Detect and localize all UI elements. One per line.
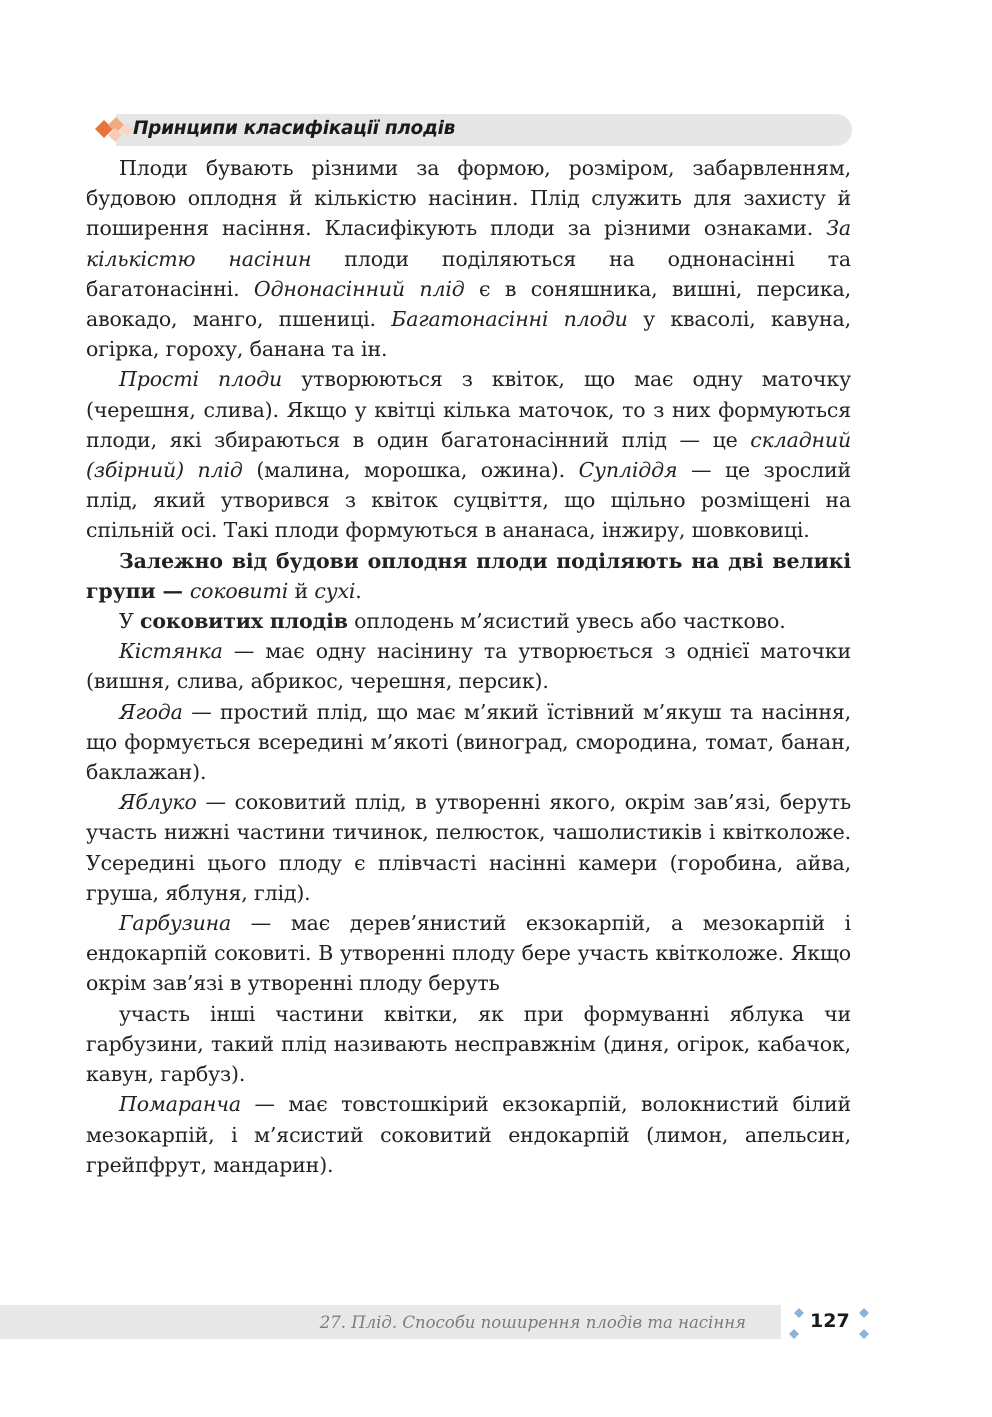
text-run: участь інші частини квітки, як при формуванні яблука чи гарбузини, такий плід називають несправжнім (диня, огірок, кабачок, кавун, гарбуз).	[86, 1001, 851, 1087]
paragraph	[86, 606, 851, 636]
italic-term: Помаранча	[119, 1092, 241, 1117]
text-run: — має товстошкірий екзокарпій, волокнистий білий мезокарпій, і м’ясистий соковитий ендокарпій (лимон, апельсин, грейпфрут, мандарин).	[86, 1092, 851, 1177]
italic-term: Багатонасінні плоди	[391, 307, 628, 332]
italic-term: Супліддя	[578, 458, 678, 483]
paragraph	[86, 908, 851, 999]
text-run: — має одну насінину та утворюється з однієї маточки (вишня, слива, абрикос, черешня, персик).	[86, 639, 851, 694]
italic-term: складний (збірний) плід	[86, 427, 851, 483]
text-run: — соковитий плід, в утворенні якого, окрім зав’язі, беруть участь нижні частини тичинок, пелюсток, чашолистиків і квітколоже. Усередині цього плоду є плівчасті насінні камери (горобина, айва, груша, яблуня, глід).	[86, 790, 851, 905]
italic-term: соковиті	[189, 578, 289, 603]
section-header	[84, 111, 852, 147]
paragraph	[86, 999, 851, 1090]
body-text	[86, 153, 851, 1180]
text-run: У	[119, 609, 141, 634]
italic-term: Однонасінний плід	[253, 276, 465, 301]
footer-chapter-title: 27. Плід. Способи поширення плодів та насіння	[319, 1313, 746, 1332]
paragraph	[86, 697, 851, 788]
text-run: Плоди бувають різними за формою, розміром, забарвленням, будовою оплодня й кількістю насінин. Плід служить для захисту й поширення насіння. Класифікують плоди за різними ознаками.	[86, 156, 851, 241]
italic-term: За кількістю насінин	[86, 216, 851, 271]
italic-term: Прості плоди	[119, 367, 283, 392]
text-run: — це зрослий плід, який утворився з квіток суцвіття, що щільно розміщені на спільній осі. Такі плоди формуються в ананаса, інжиру, шовковиці.	[86, 458, 851, 543]
paragraph	[86, 636, 851, 696]
section-title: Принципи класифікації плодів	[133, 118, 456, 139]
italic-term: Ягода	[119, 699, 183, 724]
paragraph	[86, 153, 851, 364]
section-diamonds-icon	[84, 111, 134, 147]
bold-statement: Залежно від будови оплодня плоди поділяють на дві великі групи —	[86, 548, 851, 603]
text-run: є в соняшника, вишні, персика, авокадо, манго, пшениці.	[86, 276, 851, 332]
italic-term: Гарбузина	[119, 911, 232, 936]
text-run: утворюються з квіток, що має одну маточку (черешня, слива). Якщо у квітці кілька маточок, то з них формуються плоди, які збираються в один багатонасінний плід — це	[86, 367, 851, 452]
paragraph	[86, 1089, 851, 1180]
text-run: й	[288, 578, 315, 603]
italic-term: сухі	[314, 578, 356, 603]
italic-term: Яблуко	[119, 790, 197, 815]
page-number: 127	[810, 1310, 850, 1332]
paragraph	[86, 787, 851, 908]
bold-term: соковитих плодів	[140, 609, 348, 634]
paragraph	[86, 364, 851, 545]
text-run: у квасолі, кавуна, огірка, гороху, банана та ін.	[86, 307, 851, 362]
text-run: .	[355, 578, 362, 603]
italic-term: Кістянка	[119, 639, 223, 664]
text-run: (малина, морошка, ожина).	[242, 458, 579, 483]
text-run: оплодень м’ясистий увесь або частково.	[347, 609, 786, 634]
text-run: плоди поділяються на однонасінні та багатонасінні.	[86, 246, 851, 301]
paragraph	[86, 546, 851, 606]
text-run: — має дерев’янистий екзокарпій, а мезокарпій і ендокарпій соковиті. В утворенні плоду бере участь квітколоже. Якщо окрім зав’язі в утворенні плоду беруть	[86, 911, 851, 996]
text-run: — простий плід, що має м’який їстівний м’якуш та насіння, що формується всередині м’якоті (виноград, смородина, томат, банан, баклажан).	[86, 699, 851, 785]
